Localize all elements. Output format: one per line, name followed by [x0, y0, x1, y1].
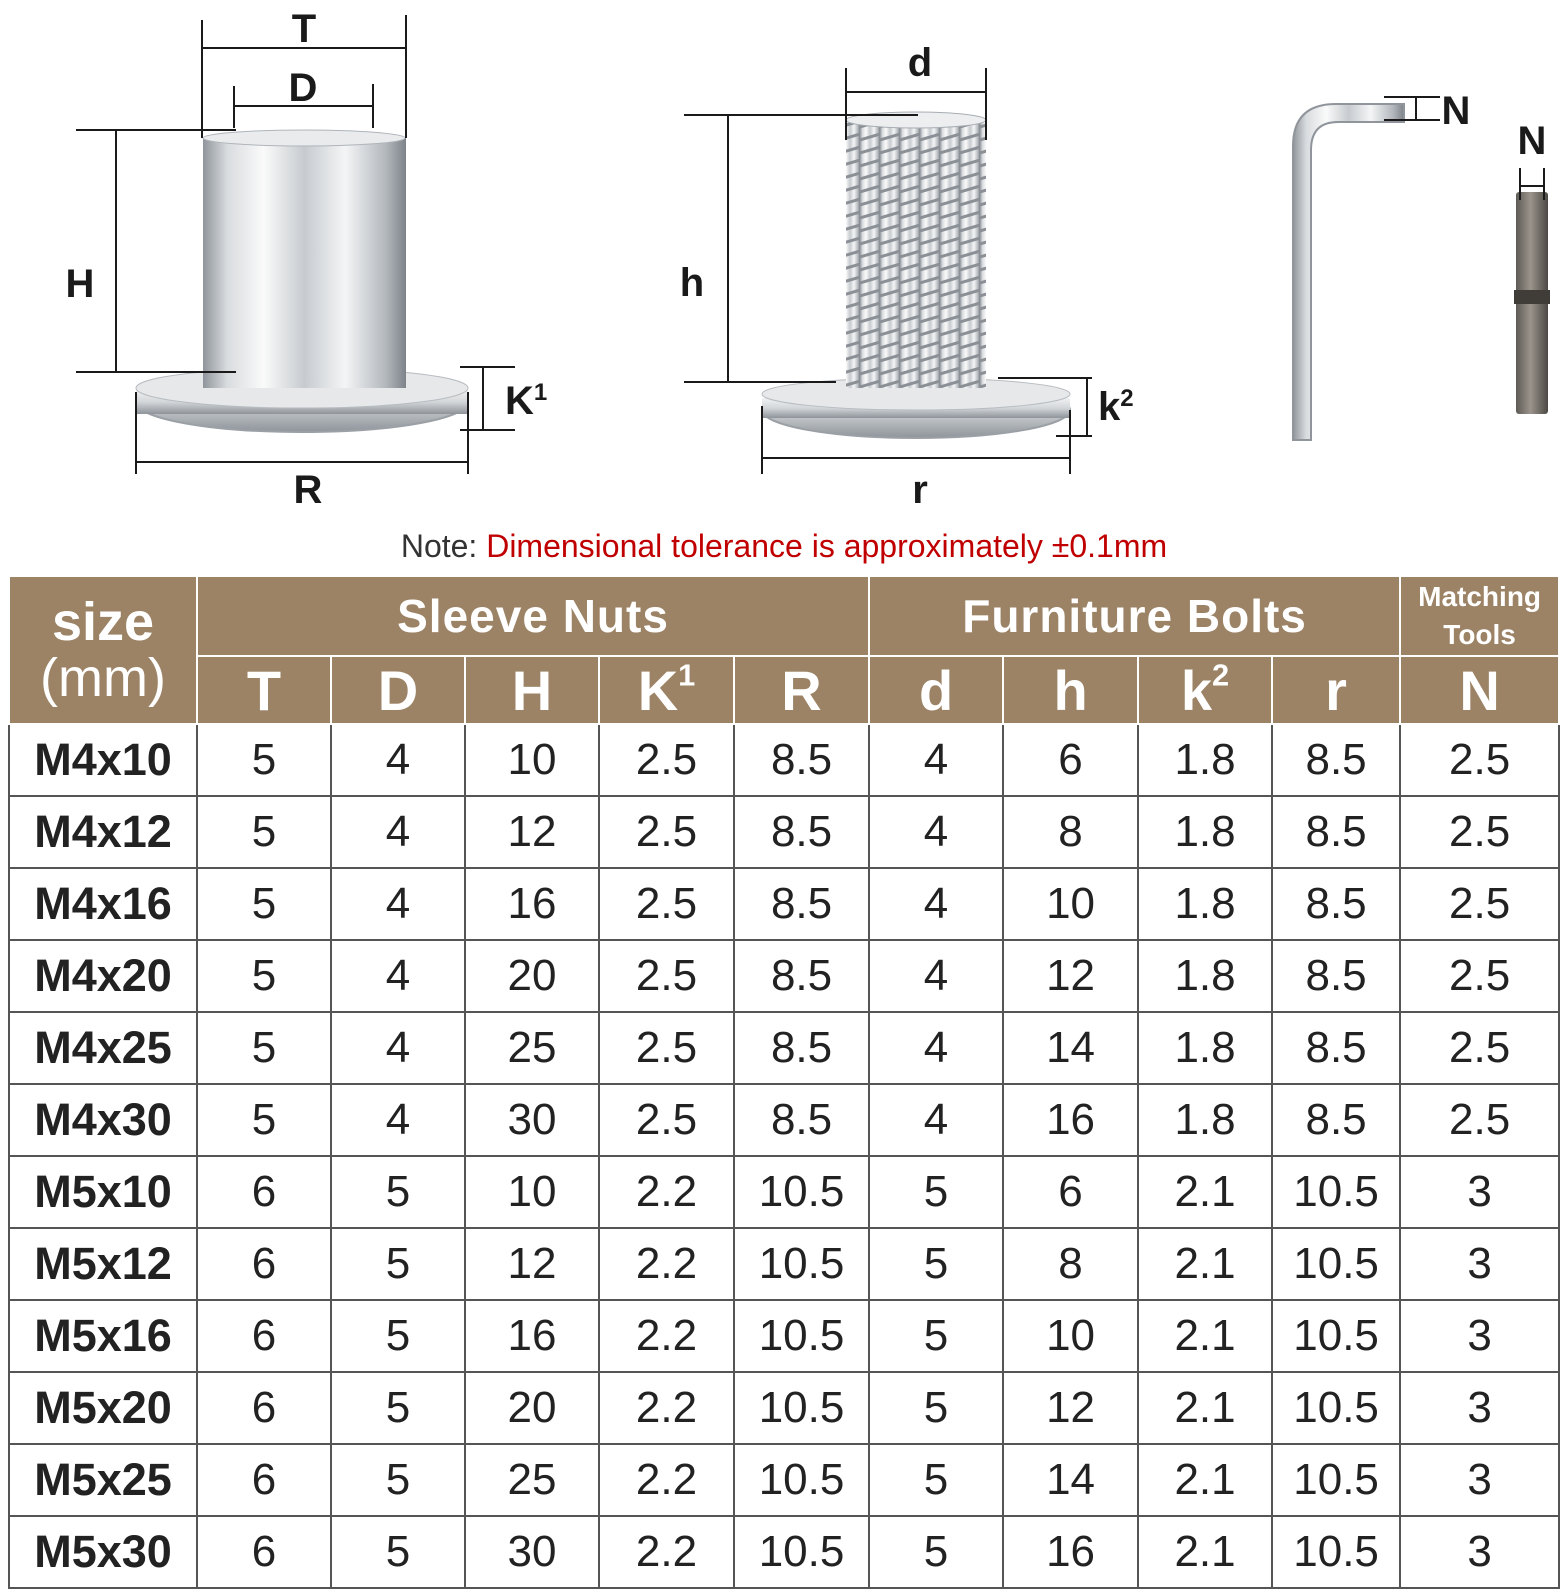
column-header-label: N: [1459, 658, 1500, 722]
value-cell-H: 30: [465, 1084, 599, 1156]
value-cell-D: 5: [331, 1156, 465, 1228]
value-cell-K1: 2.2: [599, 1156, 734, 1228]
value-cell-h: 10: [1003, 1300, 1138, 1372]
value-cell-D: 5: [331, 1228, 465, 1300]
value-cell-K1: 2.5: [599, 724, 734, 796]
size-cell: M4x12: [9, 796, 197, 868]
value-cell-k2: 1.8: [1138, 724, 1272, 796]
hex-bit-drawing: [1514, 192, 1550, 414]
value-cell-T: 6: [197, 1372, 331, 1444]
table-row: [9, 1300, 1559, 1372]
matching-tools-line1: Matching: [1418, 581, 1542, 612]
column-header-T: [197, 656, 331, 724]
value-cell-k2: 1.8: [1138, 868, 1272, 940]
column-header-k2: [1138, 656, 1272, 724]
value-cell-d: 4: [869, 1012, 1003, 1084]
value-cell-D: 4: [331, 940, 465, 1012]
value-cell-h: 14: [1003, 1012, 1138, 1084]
value-cell-D: 5: [331, 1444, 465, 1516]
allen-wrench-drawing: [1293, 104, 1404, 440]
value-cell-T: 5: [197, 796, 331, 868]
value-cell-r: 10.5: [1272, 1372, 1400, 1444]
value-cell-k2: 2.1: [1138, 1228, 1272, 1300]
column-header-label: d: [918, 658, 954, 722]
size-cell: M4x25: [9, 1012, 197, 1084]
value-cell-d: 5: [869, 1372, 1003, 1444]
value-cell-N: 2.5: [1400, 940, 1559, 1012]
value-cell-H: 12: [465, 1228, 599, 1300]
value-cell-d: 5: [869, 1300, 1003, 1372]
table-row: [9, 1084, 1559, 1156]
size-header: [9, 576, 197, 724]
size-cell: M4x10: [9, 724, 197, 796]
value-cell-r: 8.5: [1272, 868, 1400, 940]
size-cell: M4x16: [9, 868, 197, 940]
value-cell-D: 4: [331, 868, 465, 940]
value-cell-T: 6: [197, 1300, 331, 1372]
value-cell-H: 20: [465, 940, 599, 1012]
value-cell-r: 8.5: [1272, 1084, 1400, 1156]
value-cell-D: 4: [331, 1084, 465, 1156]
table-row: [9, 796, 1559, 868]
value-cell-N: 2.5: [1400, 868, 1559, 940]
value-cell-R: 10.5: [734, 1444, 869, 1516]
value-cell-H: 12: [465, 796, 599, 868]
value-cell-k2: 1.8: [1138, 1084, 1272, 1156]
size-cell: M5x16: [9, 1300, 197, 1372]
note-message: Dimensional tolerance is approximately ±0.1mm: [486, 528, 1168, 564]
column-header-D: [331, 656, 465, 724]
value-cell-K1: 2.2: [599, 1300, 734, 1372]
value-cell-k2: 2.1: [1138, 1516, 1272, 1588]
label-r: r: [912, 468, 928, 512]
value-cell-r: 10.5: [1272, 1516, 1400, 1588]
value-cell-N: 3: [1400, 1516, 1559, 1588]
column-header-r: [1272, 656, 1400, 724]
size-cell: M5x25: [9, 1444, 197, 1516]
sleeve-nuts-header: Sleeve Nuts: [197, 576, 869, 656]
value-cell-R: 10.5: [734, 1228, 869, 1300]
value-cell-T: 5: [197, 1012, 331, 1084]
label-T: T: [291, 7, 317, 51]
value-cell-H: 30: [465, 1516, 599, 1588]
value-cell-N: 3: [1400, 1444, 1559, 1516]
matching-tools-header: [1400, 576, 1559, 656]
size-cell: M4x20: [9, 940, 197, 1012]
size-cell: M5x10: [9, 1156, 197, 1228]
size-cell: M5x12: [9, 1228, 197, 1300]
value-cell-K1: 2.2: [599, 1372, 734, 1444]
value-cell-D: 4: [331, 796, 465, 868]
value-cell-k2: 2.1: [1138, 1372, 1272, 1444]
value-cell-R: 8.5: [734, 868, 869, 940]
value-cell-H: 16: [465, 1300, 599, 1372]
table-row: [9, 1012, 1559, 1084]
label-h: h: [679, 261, 705, 305]
value-cell-N: 2.5: [1400, 724, 1559, 796]
value-cell-h: 16: [1003, 1516, 1138, 1588]
value-cell-R: 8.5: [734, 940, 869, 1012]
column-header-label: T: [246, 658, 282, 722]
value-cell-h: 16: [1003, 1084, 1138, 1156]
label-bit-N: N: [1517, 119, 1547, 163]
size-header-unit: (mm): [40, 648, 166, 708]
column-header-label: r: [1325, 658, 1347, 722]
value-cell-T: 5: [197, 940, 331, 1012]
value-cell-D: 4: [331, 1012, 465, 1084]
value-cell-H: 20: [465, 1372, 599, 1444]
value-cell-h: 10: [1003, 868, 1138, 940]
value-cell-r: 8.5: [1272, 1012, 1400, 1084]
table-row: [9, 1516, 1559, 1588]
label-K1: $K^1$: [505, 379, 548, 423]
value-cell-T: 5: [197, 868, 331, 940]
column-header-H: [465, 656, 599, 724]
value-cell-K1: 2.2: [599, 1516, 734, 1588]
column-header-K1: [599, 656, 734, 724]
value-cell-N: 2.5: [1400, 796, 1559, 868]
value-cell-N: 3: [1400, 1228, 1559, 1300]
value-cell-D: 4: [331, 724, 465, 796]
table-row: [9, 724, 1559, 796]
sleeve-nut-drawing: [136, 130, 468, 432]
value-cell-R: 10.5: [734, 1156, 869, 1228]
value-cell-K1: 2.5: [599, 796, 734, 868]
value-cell-r: 10.5: [1272, 1444, 1400, 1516]
value-cell-k2: 2.1: [1138, 1444, 1272, 1516]
value-cell-K1: 2.5: [599, 868, 734, 940]
value-cell-N: 3: [1400, 1156, 1559, 1228]
note-prefix: Note:: [400, 528, 487, 564]
column-header-N: [1400, 656, 1559, 724]
value-cell-K1: 2.5: [599, 940, 734, 1012]
column-header-h: [1003, 656, 1138, 724]
value-cell-d: 4: [869, 724, 1003, 796]
value-cell-N: 2.5: [1400, 1012, 1559, 1084]
value-cell-h: 14: [1003, 1444, 1138, 1516]
furniture-bolt-drawing: [762, 112, 1070, 438]
value-cell-N: 2.5: [1400, 1084, 1559, 1156]
value-cell-k2: 1.8: [1138, 940, 1272, 1012]
value-cell-h: 6: [1003, 724, 1138, 796]
spec-table: [8, 575, 1560, 1589]
value-cell-k2: 1.8: [1138, 1012, 1272, 1084]
column-header-superscript: 1: [678, 656, 696, 692]
table-row: [9, 1444, 1559, 1516]
column-header-label: H: [511, 658, 553, 722]
table-row: [9, 868, 1559, 940]
dimension-diagram: [0, 0, 1568, 570]
label-d: d: [907, 41, 933, 85]
column-header-row: [9, 656, 1559, 724]
size-header-label: size: [51, 592, 155, 652]
value-cell-K1: 2.5: [599, 1084, 734, 1156]
column-header-label: D: [377, 658, 419, 722]
value-cell-k2: 1.8: [1138, 796, 1272, 868]
value-cell-r: 8.5: [1272, 724, 1400, 796]
matching-tools-line2: Tools: [1443, 619, 1516, 650]
value-cell-R: 10.5: [734, 1516, 869, 1588]
value-cell-k2: 2.1: [1138, 1156, 1272, 1228]
value-cell-h: 12: [1003, 940, 1138, 1012]
value-cell-K1: 2.5: [599, 1012, 734, 1084]
table-row: [9, 940, 1559, 1012]
value-cell-T: 6: [197, 1516, 331, 1588]
value-cell-d: 4: [869, 868, 1003, 940]
value-cell-T: 5: [197, 724, 331, 796]
value-cell-R: 10.5: [734, 1372, 869, 1444]
label-R: R: [293, 468, 323, 512]
value-cell-r: 10.5: [1272, 1228, 1400, 1300]
value-cell-H: 25: [465, 1012, 599, 1084]
tolerance-note: [0, 524, 1568, 568]
value-cell-R: 8.5: [734, 1084, 869, 1156]
value-cell-r: 10.5: [1272, 1156, 1400, 1228]
value-cell-d: 5: [869, 1444, 1003, 1516]
value-cell-R: 10.5: [734, 1300, 869, 1372]
table-row: [9, 1228, 1559, 1300]
value-cell-d: 5: [869, 1516, 1003, 1588]
value-cell-d: 5: [869, 1156, 1003, 1228]
value-cell-H: 10: [465, 1156, 599, 1228]
column-header-label: K: [637, 658, 679, 722]
value-cell-D: 5: [331, 1516, 465, 1588]
table-row: [9, 1156, 1559, 1228]
table-body: [9, 724, 1559, 1588]
label-wrench-N: N: [1441, 89, 1471, 133]
value-cell-h: 8: [1003, 1228, 1138, 1300]
value-cell-D: 5: [331, 1300, 465, 1372]
size-cell: M4x30: [9, 1084, 197, 1156]
value-cell-H: 10: [465, 724, 599, 796]
value-cell-R: 8.5: [734, 796, 869, 868]
label-H: H: [65, 262, 95, 306]
furniture-bolts-header: Furniture Bolts: [869, 576, 1400, 656]
value-cell-h: 8: [1003, 796, 1138, 868]
value-cell-d: 4: [869, 796, 1003, 868]
value-cell-r: 10.5: [1272, 1300, 1400, 1372]
value-cell-d: 5: [869, 1228, 1003, 1300]
value-cell-R: 8.5: [734, 1012, 869, 1084]
value-cell-D: 5: [331, 1372, 465, 1444]
value-cell-T: 6: [197, 1228, 331, 1300]
value-cell-T: 5: [197, 1084, 331, 1156]
table-row: [9, 1372, 1559, 1444]
value-cell-K1: 2.2: [599, 1444, 734, 1516]
value-cell-T: 6: [197, 1444, 331, 1516]
column-header-R: [734, 656, 869, 724]
value-cell-N: 3: [1400, 1300, 1559, 1372]
value-cell-N: 3: [1400, 1372, 1559, 1444]
value-cell-r: 8.5: [1272, 940, 1400, 1012]
value-cell-k2: 2.1: [1138, 1300, 1272, 1372]
value-cell-K1: 2.2: [599, 1228, 734, 1300]
value-cell-h: 6: [1003, 1156, 1138, 1228]
value-cell-H: 25: [465, 1444, 599, 1516]
value-cell-d: 4: [869, 940, 1003, 1012]
size-cell: M5x30: [9, 1516, 197, 1588]
value-cell-T: 6: [197, 1156, 331, 1228]
column-header-d: [869, 656, 1003, 724]
label-D: D: [288, 66, 318, 110]
value-cell-H: 16: [465, 868, 599, 940]
column-header-superscript: 2: [1212, 656, 1230, 692]
value-cell-d: 4: [869, 1084, 1003, 1156]
value-cell-r: 8.5: [1272, 796, 1400, 868]
column-header-label: h: [1053, 658, 1088, 722]
label-k2: $k^2$: [1098, 385, 1134, 429]
column-header-label: k: [1180, 658, 1213, 722]
size-cell: M5x20: [9, 1372, 197, 1444]
value-cell-R: 8.5: [734, 724, 869, 796]
column-header-label: R: [781, 658, 822, 722]
value-cell-h: 12: [1003, 1372, 1138, 1444]
